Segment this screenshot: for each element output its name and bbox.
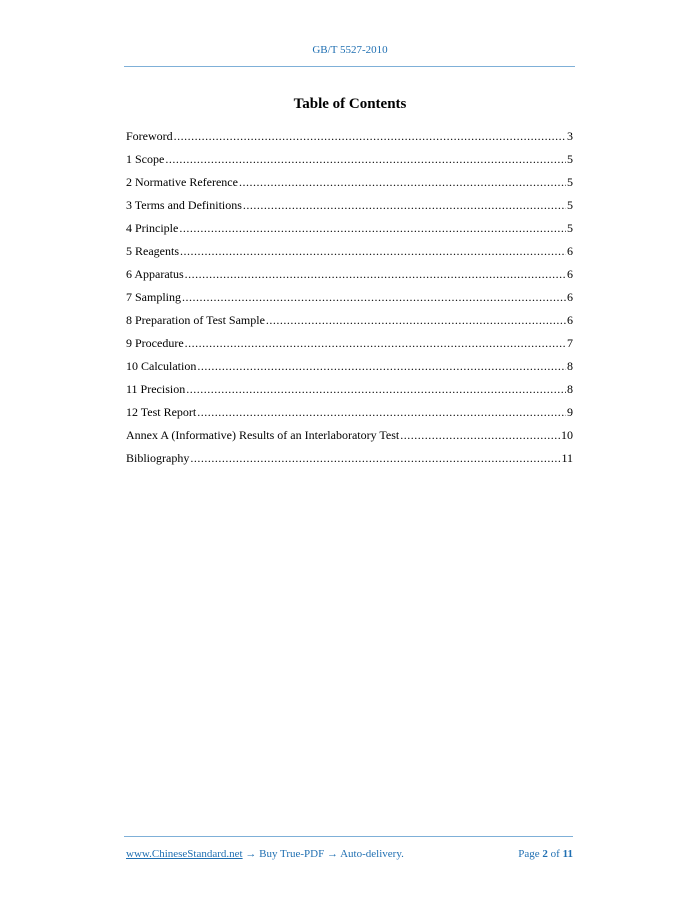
- footer-promo: [126, 848, 404, 860]
- toc-entry-page: 6: [567, 267, 573, 281]
- toc-entry-page: 7: [567, 336, 573, 350]
- toc-entry-page: 6: [567, 290, 573, 304]
- toc-leader-dots: [400, 427, 560, 443]
- toc-entry-label: 6 Apparatus: [126, 267, 184, 281]
- toc-leader-dots: [182, 289, 566, 305]
- toc-list: [126, 128, 573, 473]
- toc-entry-page: 5: [567, 198, 573, 212]
- toc-leader-dots: [266, 312, 566, 328]
- toc-entry-page: 6: [567, 313, 573, 327]
- toc-entry-label: 2 Normative Reference: [126, 175, 238, 189]
- toc-entry-page: 5: [567, 221, 573, 235]
- toc-entry-label: 7 Sampling: [126, 290, 182, 304]
- toc-leader-dots: [190, 450, 560, 466]
- toc-leader-dots: [185, 335, 566, 351]
- toc-leader-dots: [165, 151, 566, 167]
- toc-entry-label: 1 Scope: [126, 152, 165, 166]
- toc-entry-label: 4 Principle: [126, 221, 179, 235]
- toc-entry-label: 10 Calculation: [126, 359, 197, 373]
- toc-leader-dots: [185, 266, 566, 282]
- toc-leader-dots: [179, 220, 566, 236]
- footer-promo-text: → Buy True-PDF → Auto-delivery.: [242, 848, 404, 860]
- toc-entry-terms-and-definitions[interactable]: [126, 197, 573, 220]
- page-separator: of: [547, 848, 563, 860]
- toc-leader-dots: [239, 174, 566, 190]
- toc-entry-label: Annex A (Informative) Results of an Interlaboratory Test: [126, 428, 400, 442]
- toc-entry-page: 8: [567, 359, 573, 373]
- toc-entry-annex-a[interactable]: [126, 427, 573, 450]
- toc-entry-page: 5: [567, 152, 573, 166]
- page-header-standard-code: GB/T 5527-2010: [312, 44, 388, 56]
- toc-entry-scope[interactable]: [126, 151, 573, 174]
- toc-entry-bibliography[interactable]: [126, 450, 573, 473]
- toc-leader-dots: [197, 404, 566, 420]
- toc-entry-procedure[interactable]: [126, 335, 573, 358]
- toc-entry-label: 11 Precision: [126, 382, 186, 396]
- toc-entry-principle[interactable]: [126, 220, 573, 243]
- header-divider: [124, 66, 575, 67]
- toc-leader-dots: [243, 197, 566, 213]
- toc-entry-label: 8 Preparation of Test Sample: [126, 313, 265, 327]
- toc-entry-label: 9 Procedure: [126, 336, 184, 350]
- page-number-indicator: [518, 848, 573, 860]
- toc-leader-dots: [197, 358, 566, 374]
- toc-entry-preparation-of-test-sample[interactable]: [126, 312, 573, 335]
- toc-entry-label: Bibliography: [126, 451, 190, 465]
- toc-leader-dots: [186, 381, 566, 397]
- toc-entry-label: 5 Reagents: [126, 244, 179, 258]
- toc-entry-page: 11: [561, 451, 573, 465]
- toc-entry-label: 12 Test Report: [126, 405, 197, 419]
- toc-entry-normative-reference[interactable]: [126, 174, 573, 197]
- toc-entry-page: 5: [567, 175, 573, 189]
- toc-entry-page: 10: [561, 428, 573, 442]
- page-prefix: Page: [518, 848, 543, 860]
- toc-leader-dots: [180, 243, 566, 259]
- toc-entry-page: 9: [567, 405, 573, 419]
- toc-entry-label: Foreword: [126, 129, 173, 143]
- toc-entry-page: 3: [567, 129, 573, 143]
- toc-entry-calculation[interactable]: [126, 358, 573, 381]
- website-link[interactable]: www.ChineseStandard.net: [126, 848, 243, 860]
- toc-entry-page: 6: [567, 244, 573, 258]
- toc-entry-foreword[interactable]: [126, 128, 573, 151]
- toc-entry-reagents[interactable]: [126, 243, 573, 266]
- toc-entry-precision[interactable]: [126, 381, 573, 404]
- toc-entry-label: 3 Terms and Definitions: [126, 198, 242, 212]
- toc-leader-dots: [174, 128, 566, 144]
- toc-entry-test-report[interactable]: [126, 404, 573, 427]
- toc-entry-sampling[interactable]: [126, 289, 573, 312]
- toc-title: Table of Contents: [293, 96, 407, 112]
- toc-entry-apparatus[interactable]: [126, 266, 573, 289]
- current-page-number: 2: [542, 848, 548, 860]
- toc-entry-page: 8: [567, 382, 573, 396]
- total-pages-number: 11: [562, 848, 573, 860]
- footer-divider: [124, 836, 573, 837]
